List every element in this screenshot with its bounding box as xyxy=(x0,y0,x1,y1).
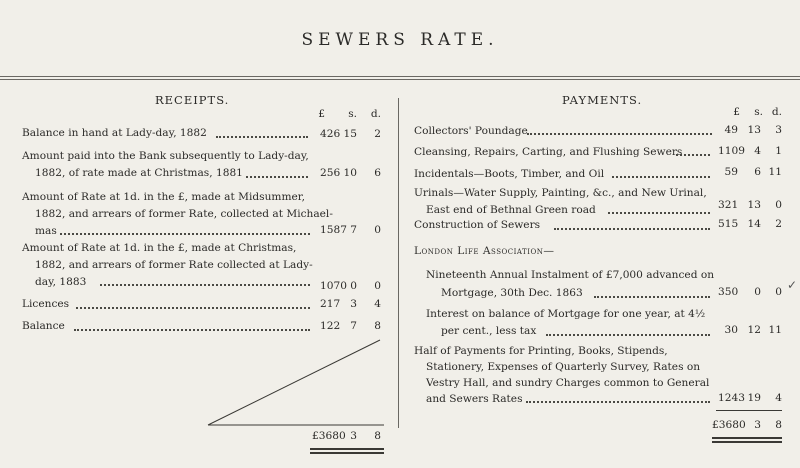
receipt-pence: 4 xyxy=(374,298,381,310)
payment-pounds: 350 xyxy=(718,286,739,298)
payment-text: per cent., less tax xyxy=(441,325,537,337)
payment-text: Incidentals—Boots, Timber, and Oil xyxy=(414,168,605,180)
receipt-text: Balance xyxy=(22,320,65,332)
payment-text: Construction of Sewers xyxy=(414,219,541,231)
leader-dots xyxy=(612,176,710,178)
total-double-rule xyxy=(310,448,384,450)
payment-shillings: 6 xyxy=(754,166,761,178)
leader-dots xyxy=(546,334,710,336)
receipt-text: 1882, of rate made at Christmas, 1881 xyxy=(35,167,243,179)
payment-pounds: 1243 xyxy=(718,392,745,404)
payment-shillings: 4 xyxy=(754,145,761,157)
payment-pounds: 49 xyxy=(724,124,738,136)
receipt-pence: 0 xyxy=(374,224,381,236)
receipt-text: 1882, and arrears of former Rate collected at Lady- xyxy=(35,259,313,271)
total-double-rule xyxy=(712,437,782,439)
payment-shillings: 13 xyxy=(747,199,761,211)
payment-pounds: 59 xyxy=(724,166,738,178)
payment-pounds: 321 xyxy=(718,199,739,211)
receipt-pounds: 1070 xyxy=(320,280,347,292)
receipts-col-pence: d. xyxy=(370,108,381,120)
receipts-col-shillings: s. xyxy=(348,108,357,120)
payment-pence: 3 xyxy=(775,124,782,136)
total-shillings: 3 xyxy=(754,419,761,431)
leader-dots xyxy=(527,133,712,135)
page-title: SEWERS RATE. xyxy=(301,30,499,50)
payment-shillings: 19 xyxy=(747,392,761,404)
receipts-heading: RECEIPTS. xyxy=(155,93,230,107)
payment-pence: 11 xyxy=(768,324,782,336)
receipt-text: Balance in hand at Lady-day, 1882 xyxy=(22,127,207,139)
payment-shillings: 12 xyxy=(747,324,761,336)
receipt-shillings: 0 xyxy=(350,280,357,292)
receipt-text: 1882, and arrears of former Rate, collected at Michael- xyxy=(35,208,333,220)
receipt-shillings: 3 xyxy=(350,298,357,310)
payment-text: Collectors' Poundage xyxy=(414,125,528,137)
payment-text: Interest on balance of Mortgage for one year, at 4½ xyxy=(426,308,706,320)
leader-dots xyxy=(594,296,710,298)
receipt-pence: 8 xyxy=(374,320,381,332)
payment-shillings: 14 xyxy=(747,218,761,230)
payment-pence: 0 xyxy=(775,199,782,211)
receipt-text: mas xyxy=(35,225,57,237)
total-pence: 8 xyxy=(374,430,381,442)
payment-text: Mortgage, 30th Dec. 1863 xyxy=(441,287,583,299)
total-pounds: £3680 xyxy=(712,419,746,431)
payments-col-shillings: s. xyxy=(754,106,763,118)
leader-dots xyxy=(676,154,710,156)
receipt-pounds: 256 xyxy=(320,167,341,179)
payment-text: Cleansing, Repairs, Carting, and Flushing Sewers xyxy=(414,146,683,158)
receipt-text: Amount paid into the Bank subsequently to Lady-day, xyxy=(22,150,309,162)
payment-text: Half of Payments for Printing, Books, Stipends, xyxy=(414,345,668,357)
payment-pence: 0 xyxy=(775,286,782,298)
section-heading-london-life: London Life Association— xyxy=(414,245,555,257)
receipt-text: Amount of Rate at 1d. in the £, made at Midsummer, xyxy=(22,191,306,203)
total-pounds: £3680 xyxy=(312,430,346,442)
leader-dots xyxy=(554,228,710,230)
receipt-pounds: 426 xyxy=(320,128,341,140)
receipt-pence: 6 xyxy=(374,167,381,179)
payments-heading: PAYMENTS. xyxy=(562,93,643,107)
payment-shillings: 0 xyxy=(754,286,761,298)
total-shillings: 3 xyxy=(350,430,357,442)
payment-pence: 2 xyxy=(775,218,782,230)
payments-col-pounds: £ xyxy=(733,106,740,118)
payment-text: Stationery, Expenses of Quarterly Survey, Rates on xyxy=(426,361,701,373)
receipt-text: Amount of Rate at 1d. in the £, made at Christmas, xyxy=(22,242,297,254)
receipt-shillings: 7 xyxy=(350,320,357,332)
receipts-col-pounds: £ xyxy=(318,108,325,120)
receipt-shillings: 7 xyxy=(350,224,357,236)
payment-text: and Sewers Rates xyxy=(426,393,523,405)
tick-mark: ✓ xyxy=(787,278,798,292)
payment-pounds: 1109 xyxy=(718,145,745,157)
subtotal-rule xyxy=(716,410,782,411)
total-double-rule xyxy=(310,452,384,454)
receipt-pounds: 122 xyxy=(320,320,341,332)
payment-text: Urinals—Water Supply, Painting, &c., and New Urinal, xyxy=(414,187,707,199)
payment-pence: 1 xyxy=(775,145,782,157)
payments-col-pence: d. xyxy=(771,106,782,118)
payment-pence: 4 xyxy=(775,392,782,404)
payment-shillings: 13 xyxy=(747,124,761,136)
receipt-pence: 2 xyxy=(374,128,381,140)
leader-dots xyxy=(608,212,710,214)
receipt-text: Licences xyxy=(22,298,70,310)
payment-text: East end of Bethnal Green road xyxy=(426,204,596,216)
total-pence: 8 xyxy=(775,419,782,431)
leader-dots xyxy=(526,401,710,403)
receipt-text: day, 1883 xyxy=(35,276,87,288)
payment-pounds: 515 xyxy=(718,218,739,230)
receipt-pounds: 217 xyxy=(320,298,341,310)
payment-pence: 11 xyxy=(768,166,782,178)
payment-text: Vestry Hall, and sundry Charges common to General xyxy=(426,377,710,389)
receipt-pence: 0 xyxy=(374,280,381,292)
payment-text: Nineteenth Annual Instalment of £7,000 advanced on xyxy=(426,269,715,281)
receipt-shillings: 10 xyxy=(343,167,357,179)
receipt-pounds: 1587 xyxy=(320,224,347,236)
payment-pounds: 30 xyxy=(724,324,738,336)
total-double-rule xyxy=(712,441,782,443)
receipt-shillings: 15 xyxy=(343,128,357,140)
